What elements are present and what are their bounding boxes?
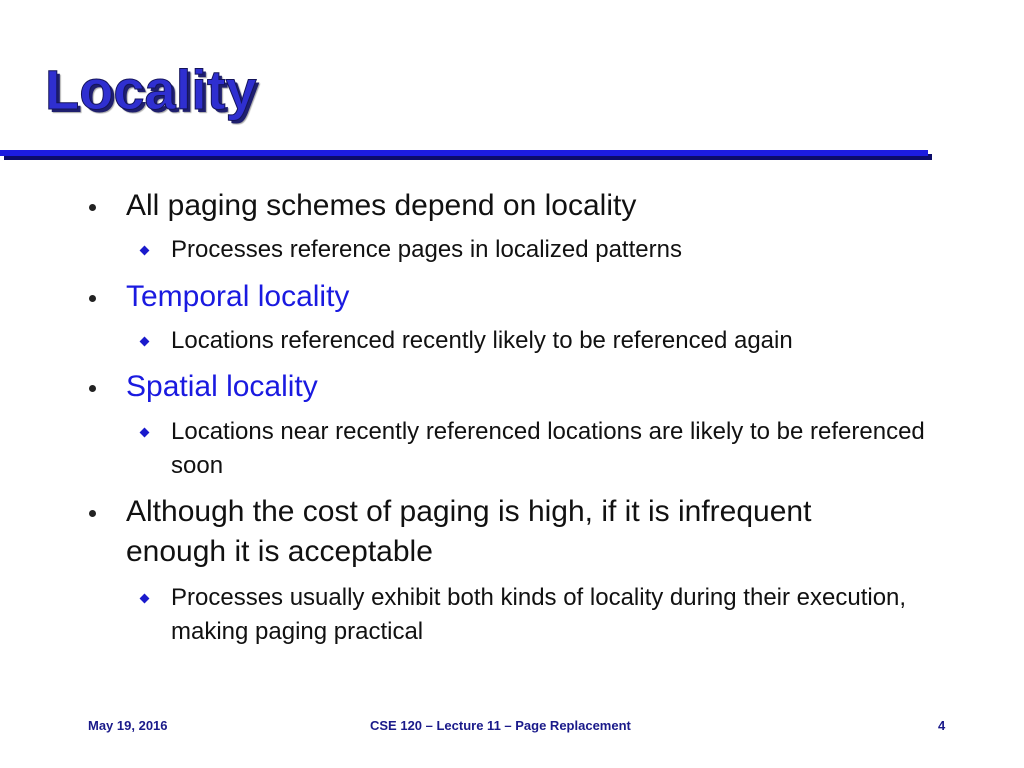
bullet-dot-icon [89,510,96,517]
bullet-item [126,186,926,226]
footer-course-title: CSE 120 – Lecture 11 – Page Replacement [370,718,631,733]
bullet-text: Temporal locality [126,280,350,313]
bullet-text: All paging schemes depend on locality [126,189,637,222]
bullet-item [126,492,916,572]
title-rule [0,150,928,156]
diamond-bullet-icon [140,246,150,256]
sub-bullet-text: Locations referenced recently likely to be referenced again [171,327,793,354]
sub-bullet-item [171,233,931,267]
sub-bullet-item [171,324,931,358]
slide-title: Locality [45,58,257,121]
sub-bullet-item [171,581,921,649]
sub-bullet-text: Locations near recently referenced locations are likely to be referenced soon [171,418,925,479]
bullet-item [126,277,926,317]
bullet-dot-icon [89,204,96,211]
footer-date: May 19, 2016 [88,718,168,733]
bullet-dot-icon [89,295,96,302]
sub-bullet-text: Processes reference pages in localized patterns [171,236,682,263]
bullet-dot-icon [89,385,96,392]
bullet-item [126,367,926,407]
diamond-bullet-icon [140,337,150,347]
diamond-bullet-icon [140,428,150,438]
sub-bullet-item [171,415,931,483]
sub-bullet-text: Processes usually exhibit both kinds of locality during their execution, making paging practical [171,584,907,645]
footer-page-number: 4 [938,718,946,733]
bullet-text: Although the cost of paging is high, if it is infrequent enough it is acceptable [126,495,812,568]
bullet-text: Spatial locality [126,370,318,403]
diamond-bullet-icon [140,594,150,604]
